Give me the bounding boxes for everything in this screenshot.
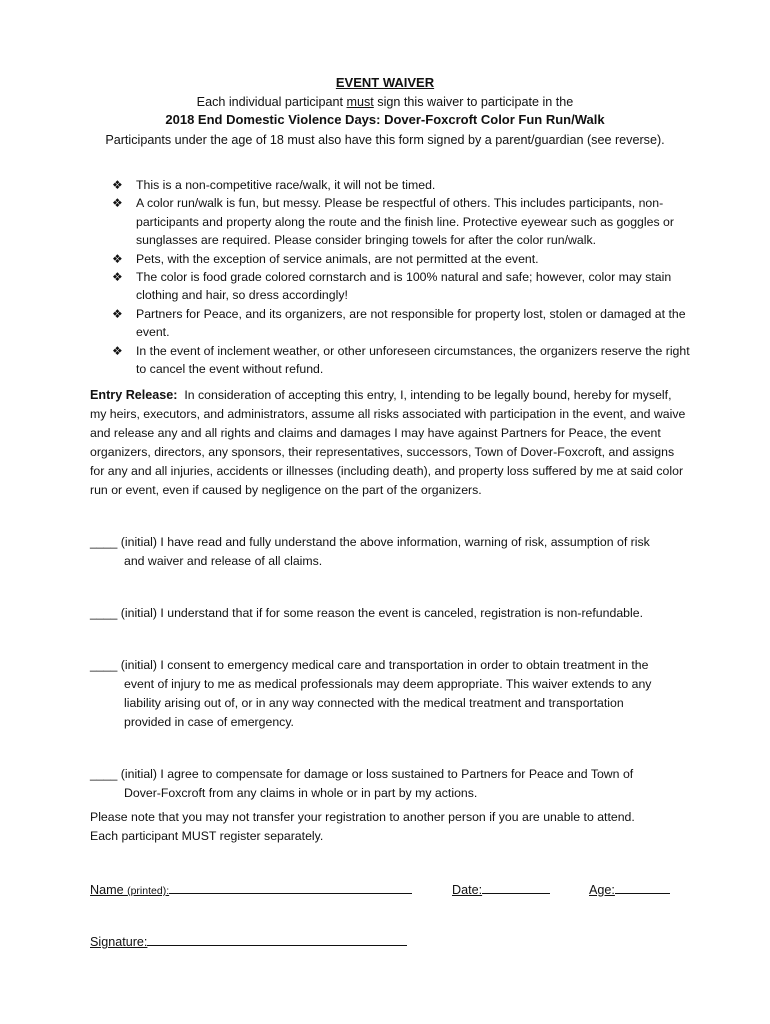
date-label: Date: <box>452 883 483 897</box>
intro-post: sign this waiver to participate in the <box>373 95 574 109</box>
diamond-bullet-icon: ❖ <box>112 306 123 321</box>
rule-item <box>110 305 695 342</box>
transfer-note <box>90 808 690 846</box>
page-title: EVENT WAIVER <box>335 75 435 90</box>
rule-item <box>110 268 695 305</box>
name-sublabel: (printed): <box>127 885 170 897</box>
intro-pre: Each individual participant <box>196 95 347 109</box>
rule-item <box>110 250 695 268</box>
rule-text: This is a non-competitive race/walk, it will not be timed. <box>136 178 436 192</box>
initial-statement-continuation: Dover-Foxcroft from any claims in whole or in part by my actions. <box>124 786 478 800</box>
initial-statement[interactable] <box>90 533 690 571</box>
rule-text: The color is food grade colored cornstarch and is 100% natural and safe; however, color may stain clothing and hair, so dress accordingly! <box>136 270 672 303</box>
initial-statement-first-line: ____ (initial) I consent to emergency medical care and transportation in order to obtain treatment in the <box>90 658 649 672</box>
initial-statement-first-line: ____ (initial) I have read and fully understand the above information, warning of risk, assumption of risk <box>90 535 650 549</box>
initial-statement-continuation: event of injury to me as medical professionals may deem appropriate. This waiver extends to any <box>124 677 652 691</box>
entry-release <box>90 386 690 500</box>
rule-item <box>110 176 695 194</box>
age-line[interactable] <box>615 881 670 894</box>
signature-line[interactable] <box>147 933 407 946</box>
name-line[interactable] <box>169 881 412 894</box>
signature-field[interactable] <box>90 933 407 949</box>
rule-item <box>110 194 695 249</box>
initial-statement-continuation: provided in case of emergency. <box>124 715 294 729</box>
date-line[interactable] <box>482 881 550 894</box>
name-label: Name <box>90 883 128 897</box>
event-name: 2018 End Domestic Violence Days: Dover-Foxcroft Color Fun Run/Walk <box>165 112 605 127</box>
transfer-note-line2: Each participant MUST register separately. <box>90 829 324 843</box>
initial-statement-continuation: liability arising out of, or in any way connected with the medical treatment and transportation <box>124 696 624 710</box>
participant-requirement <box>0 93 770 111</box>
rule-text: Pets, with the exception of service animals, are not permitted at the event. <box>136 251 539 266</box>
signature-label: Signature: <box>90 935 148 949</box>
transfer-note-line1: Please note that you may not transfer your registration to another person if you are unable to attend. <box>90 810 635 824</box>
rule-item <box>110 342 695 379</box>
minors-note: Participants under the age of 18 must also have this form signed by a parent/guardian (see reverse). <box>105 133 665 147</box>
entry-release-text: In consideration of accepting this entry, I, intending to be legally bound, hereby for myself, my heirs, executors, and administrators, assume all risks associated with participation in the event, and waive and release any and all rights and claims and damages I may have against Partners for Peace, the event organizers, directors, any sponsors, their representatives, successors, Town of Dover-Foxcroft, and assigns for any and all injuries, accidents or illnesses (including death), and property loss suffered by me at said color run or event, even if caused by negligence on the part of the organizers. <box>90 388 686 497</box>
name-field[interactable] <box>90 881 412 897</box>
initial-statement-first-line: ____ (initial) I understand that if for some reason the event is canceled, registration is non-refundable. <box>90 606 643 620</box>
initial-statement[interactable] <box>90 765 690 803</box>
initial-statement[interactable] <box>90 604 690 623</box>
diamond-bullet-icon: ❖ <box>112 251 123 266</box>
rule-text: Partners for Peace, and its organizers, are not responsible for property lost, stolen or damaged at the event. <box>136 306 686 340</box>
rules-list <box>110 176 695 378</box>
intro-must: must <box>346 95 374 109</box>
entry-release-label: Entry Release: <box>90 388 178 402</box>
age-label: Age: <box>589 883 615 897</box>
diamond-bullet-icon: ❖ <box>112 343 123 358</box>
age-field[interactable] <box>589 881 670 897</box>
diamond-bullet-icon: ❖ <box>112 196 123 211</box>
rule-text: A color run/walk is fun, but messy. Please be respectful of others. This includes participants, non-participants and property along the route and the finish line. Protective eyewear such as goggles or sunglasses are required. Please consider bringing towels for after the color run/walk. <box>136 196 674 248</box>
diamond-bullet-icon: ❖ <box>112 270 123 285</box>
initial-statement-first-line: ____ (initial) I agree to compensate for damage or loss sustained to Partners for Peace and Town of <box>90 767 634 781</box>
diamond-bullet-icon: ❖ <box>112 178 123 192</box>
date-field[interactable] <box>452 881 550 897</box>
rule-text: In the event of inclement weather, or other unforeseen circumstances, the organizers reserve the right to cancel the event without refund. <box>136 343 690 377</box>
initial-statement-continuation: and waiver and release of all claims. <box>124 554 323 568</box>
initial-statement[interactable] <box>90 656 690 732</box>
